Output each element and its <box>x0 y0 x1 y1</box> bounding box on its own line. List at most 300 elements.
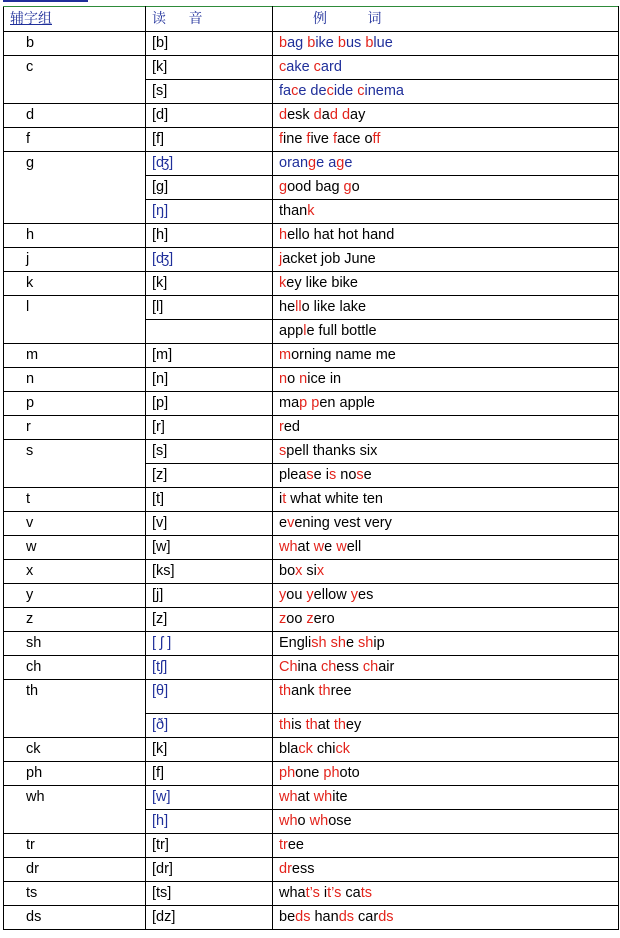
highlight-segment: ff <box>372 131 381 147</box>
highlight-segment: ph <box>323 765 340 781</box>
table-row <box>4 152 619 176</box>
highlight-segment: sh <box>358 635 374 651</box>
table-row <box>4 680 619 714</box>
consonant-letter: h <box>4 224 146 248</box>
highlight-segment: b <box>279 35 288 51</box>
table-row <box>4 656 619 680</box>
highlight-segment: s <box>279 443 287 459</box>
highlight-segment: ck <box>298 741 313 757</box>
word-segment: o <box>297 813 310 829</box>
phonetic-symbol: [k] <box>146 738 273 762</box>
phonetic-symbol: [d] <box>146 104 273 128</box>
highlight-segment: th <box>318 683 331 699</box>
word-segment: ell <box>346 539 362 555</box>
phonetic-symbol: [j] <box>146 584 273 608</box>
word-segment: ay <box>350 107 366 123</box>
phonetic-symbol: [m] <box>146 344 273 368</box>
example-words <box>273 296 619 320</box>
example-words <box>273 224 619 248</box>
table-row <box>4 762 619 786</box>
table-row <box>4 344 619 368</box>
word-segment: e <box>344 155 353 171</box>
example-words <box>273 632 619 656</box>
phonetic-symbol: [w] <box>146 536 273 560</box>
highlight-segment: wh <box>279 789 298 805</box>
consonant-letter: j <box>4 248 146 272</box>
highlight-segment: x <box>295 563 303 579</box>
word-segment: ed <box>283 419 300 435</box>
example-words <box>273 810 619 834</box>
word-segment: ite <box>332 789 348 805</box>
word-segment: bag <box>315 179 344 195</box>
highlight-segment: g <box>279 179 288 195</box>
word-segment: ess <box>336 659 363 675</box>
example-words <box>273 272 619 296</box>
highlight-segment: f <box>306 131 311 147</box>
highlight-segment: x <box>316 563 325 579</box>
table-row <box>4 248 619 272</box>
highlight-segment: y <box>350 587 358 603</box>
example-words <box>273 128 619 152</box>
word-segment: no <box>336 467 357 483</box>
word-segment: ose <box>328 813 352 829</box>
table-row <box>4 128 619 152</box>
word-segment: one <box>295 765 324 781</box>
highlight-segment: g <box>308 155 317 171</box>
table-row <box>4 32 619 56</box>
table-row <box>4 512 619 536</box>
example-words <box>273 248 619 272</box>
consonant-letter: x <box>4 560 146 584</box>
highlight-segment: d <box>341 107 351 123</box>
consonant-letter: k <box>4 272 146 296</box>
highlight-segment: g <box>336 155 345 171</box>
phonetic-symbol <box>146 320 273 344</box>
table-row <box>4 858 619 882</box>
example-words <box>273 320 619 344</box>
highlight-segment: d <box>329 107 338 123</box>
header-example: 例 词 <box>273 7 619 32</box>
word-segment: car <box>354 909 379 925</box>
word-segment: at <box>297 789 314 805</box>
word-segment: i <box>279 491 283 507</box>
phonetic-symbol: [ts] <box>146 882 273 906</box>
word-segment: oran <box>279 155 309 171</box>
highlight-segment: z <box>279 611 287 627</box>
table-row <box>4 632 619 656</box>
highlight-segment: ch <box>320 659 337 675</box>
phonetic-symbol: [k] <box>146 272 273 296</box>
example-words <box>273 680 619 714</box>
highlight-segment: Ch <box>279 659 298 675</box>
phonetic-symbol: [w] <box>146 786 273 810</box>
example-words <box>273 392 619 416</box>
word-segment: esk <box>287 107 314 123</box>
highlight-segment: b <box>337 35 346 51</box>
table-row <box>4 738 619 762</box>
phonetic-symbol: [ʤ] <box>146 248 273 272</box>
consonant-letter: s <box>4 440 146 488</box>
example-words <box>273 536 619 560</box>
highlight-segment: th <box>279 683 292 699</box>
example-words <box>273 464 619 488</box>
phonetic-symbol: [t] <box>146 488 273 512</box>
highlight-segment: k <box>279 275 287 291</box>
word-segment: e <box>324 539 337 555</box>
highlight-segment: wh <box>313 789 333 805</box>
word-segment: fa <box>279 83 292 99</box>
word-segment: ou <box>286 587 307 603</box>
table-row <box>4 560 619 584</box>
consonant-letter: w <box>4 536 146 560</box>
highlight-segment: p <box>311 395 320 411</box>
phonetic-symbol: [r] <box>146 416 273 440</box>
phonetic-symbol: [ŋ] <box>146 200 273 224</box>
word-segment: e <box>279 515 288 531</box>
highlight-segment: ch <box>362 659 379 675</box>
table-row <box>4 882 619 906</box>
highlight-segment: d <box>279 107 288 123</box>
word-segment: ood <box>287 179 316 195</box>
highlight-segment: ph <box>279 765 296 781</box>
word-segment: e full bottle <box>306 323 377 339</box>
word-segment: ank <box>291 683 319 699</box>
table-row <box>4 906 619 930</box>
word-segment: ee <box>287 837 304 853</box>
table-row <box>4 416 619 440</box>
word-segment: ma <box>279 395 300 411</box>
example-words <box>273 786 619 810</box>
word-segment: han <box>310 909 339 925</box>
highlight-segment: t <box>282 491 287 507</box>
word-segment: a <box>321 107 330 123</box>
phonetic-symbol: [dr] <box>146 858 273 882</box>
word-segment: ice in <box>307 371 342 387</box>
highlight-segment: ck <box>335 741 350 757</box>
example-words <box>273 584 619 608</box>
word-segment: air <box>378 659 395 675</box>
table-row <box>4 272 619 296</box>
example-words <box>273 80 619 104</box>
consonant-letter: l <box>4 296 146 344</box>
highlight-segment: l <box>303 323 307 339</box>
phonetic-symbol: [z] <box>146 608 273 632</box>
consonant-letter: g <box>4 152 146 224</box>
consonant-letter: f <box>4 128 146 152</box>
word-segment: ellow <box>313 587 351 603</box>
table-row <box>4 440 619 464</box>
example-words <box>273 858 619 882</box>
consonant-letter: y <box>4 584 146 608</box>
example-words <box>273 56 619 80</box>
highlight-segment: m <box>279 347 292 363</box>
example-words <box>273 488 619 512</box>
word-segment: bla <box>279 741 299 757</box>
table-row <box>4 296 619 320</box>
header-sound: 读 音 <box>146 7 273 32</box>
table-row <box>4 104 619 128</box>
word-segment: bo <box>279 563 296 579</box>
example-words <box>273 368 619 392</box>
highlight-segment: c <box>313 59 321 75</box>
word-segment: e <box>345 635 359 651</box>
word-segment: en apple <box>319 395 375 411</box>
highlight-segment: th <box>333 717 346 733</box>
highlight-segment: y <box>306 587 314 603</box>
example-words <box>273 656 619 680</box>
word-segment: plea <box>279 467 307 483</box>
word-segment: o like lake <box>301 299 367 315</box>
word-segment: e <box>363 467 372 483</box>
word-segment: acket job June <box>282 251 376 267</box>
phonetic-symbol: [h] <box>146 224 273 248</box>
word-segment: ey <box>345 717 362 733</box>
highlight-segment: f <box>333 131 338 147</box>
highlight-segment: j <box>279 251 283 267</box>
word-segment: oo <box>286 611 307 627</box>
table-row <box>4 368 619 392</box>
phonetic-symbol: [k] <box>146 56 273 80</box>
table-row <box>4 392 619 416</box>
highlight-segment: b <box>307 35 316 51</box>
word-segment: he <box>279 299 296 315</box>
word-segment: o <box>287 371 300 387</box>
word-segment: inema <box>364 83 404 99</box>
example-words <box>273 608 619 632</box>
highlight-segment: s <box>356 467 364 483</box>
phonetic-symbol: [ks] <box>146 560 273 584</box>
table-header <box>4 7 619 32</box>
highlight-segment: s <box>306 467 314 483</box>
example-words <box>273 834 619 858</box>
example-words <box>273 104 619 128</box>
phonetic-symbol: [f] <box>146 128 273 152</box>
table-row <box>4 224 619 248</box>
table-row <box>4 536 619 560</box>
word-segment: ca <box>341 885 361 901</box>
highlight-segment: c <box>357 83 365 99</box>
example-words <box>273 152 619 176</box>
word-segment: ive <box>310 131 334 147</box>
phonetic-symbol: [p] <box>146 392 273 416</box>
example-words <box>273 762 619 786</box>
highlight-segment: k <box>307 203 315 219</box>
table-row <box>4 608 619 632</box>
consonant-letter: sh <box>4 632 146 656</box>
example-words <box>273 512 619 536</box>
highlight-segment: s <box>329 467 337 483</box>
header-rule <box>3 0 88 2</box>
word-segment: ake <box>286 59 314 75</box>
highlight-segment: t’s <box>305 885 320 901</box>
highlight-segment: th <box>279 717 292 733</box>
consonant-letter: ph <box>4 762 146 786</box>
highlight-segment: r <box>279 419 284 435</box>
highlight-segment: y <box>279 587 287 603</box>
word-segment: o <box>351 179 360 195</box>
word-segment: ace o <box>337 131 373 147</box>
table-row <box>4 834 619 858</box>
table-row <box>4 786 619 810</box>
consonant-letter: b <box>4 32 146 56</box>
highlight-segment: wh <box>279 813 298 829</box>
phonetic-symbol: [h] <box>146 810 273 834</box>
word-segment: ag <box>287 35 308 51</box>
word-segment: is <box>291 717 306 733</box>
highlight-segment: ds <box>295 909 311 925</box>
consonant-letter: dr <box>4 858 146 882</box>
consonant-letter: t <box>4 488 146 512</box>
header-group: 辅字组 <box>4 7 146 32</box>
phonetic-symbol: [ ʃ ] <box>146 632 273 656</box>
word-segment: lue <box>373 35 393 51</box>
example-words <box>273 176 619 200</box>
highlight-segment: d <box>313 107 322 123</box>
word-segment: be <box>279 909 296 925</box>
consonant-letter: n <box>4 368 146 392</box>
phonetic-symbol: [l] <box>146 296 273 320</box>
highlight-segment: tr <box>279 837 288 853</box>
word-segment: oto <box>339 765 360 781</box>
phonetic-symbol: [tr] <box>146 834 273 858</box>
word-segment: chi <box>312 741 336 757</box>
highlight-segment: sh <box>330 635 346 651</box>
word-segment: ip <box>373 635 385 651</box>
word-segment: e i <box>313 467 329 483</box>
word-segment: es <box>358 587 374 603</box>
word-segment: ard <box>320 59 342 75</box>
word-segment: us <box>345 35 366 51</box>
highlight-segment: dr <box>279 861 292 877</box>
phonetic-symbol: [s] <box>146 440 273 464</box>
highlight-segment: wh <box>309 813 329 829</box>
word-segment: at <box>297 539 314 555</box>
highlight-segment: f <box>279 131 284 147</box>
word-segment: ree <box>330 683 352 699</box>
phonetic-symbol: [ʤ] <box>146 152 273 176</box>
phonetic-symbol: [θ] <box>146 680 273 714</box>
example-words <box>273 440 619 464</box>
consonant-table <box>3 6 619 930</box>
word-segment: ey like bike <box>286 275 358 291</box>
table-row <box>4 56 619 80</box>
example-words <box>273 714 619 738</box>
consonant-letter: ts <box>4 882 146 906</box>
consonant-letter: v <box>4 512 146 536</box>
consonant-letter: m <box>4 344 146 368</box>
highlight-segment: ts <box>360 885 372 901</box>
highlight-segment: n <box>299 371 308 387</box>
consonant-letter: wh <box>4 786 146 834</box>
highlight-segment: w <box>313 539 325 555</box>
phonetic-symbol: [s] <box>146 80 273 104</box>
highlight-segment: sh <box>311 635 327 651</box>
highlight-segment: c <box>279 59 287 75</box>
table-body <box>4 32 619 930</box>
word-segment: app <box>279 323 304 339</box>
highlight-segment: ll <box>295 299 302 315</box>
consonant-letter: th <box>4 680 146 738</box>
word-segment: ina <box>297 659 321 675</box>
word-segment: pell thanks six <box>286 443 378 459</box>
highlight-segment: t’s <box>327 885 342 901</box>
highlight-segment: ds <box>338 909 355 925</box>
phonetic-symbol: [z] <box>146 464 273 488</box>
word-segment: at <box>317 717 334 733</box>
word-segment: ike <box>315 35 338 51</box>
word-segment: i <box>319 885 328 901</box>
highlight-segment: c <box>291 83 299 99</box>
highlight-segment: b <box>365 35 374 51</box>
word-segment: ide <box>333 83 358 99</box>
example-words <box>273 906 619 930</box>
consonant-letter: ds <box>4 906 146 930</box>
example-words <box>273 32 619 56</box>
example-words <box>273 344 619 368</box>
highlight-segment: v <box>287 515 295 531</box>
phonetic-symbol: [b] <box>146 32 273 56</box>
highlight-segment: h <box>279 227 288 243</box>
consonant-letter: c <box>4 56 146 104</box>
highlight-segment: p <box>299 395 308 411</box>
example-words <box>273 416 619 440</box>
highlight-segment: ds <box>378 909 394 925</box>
consonant-letter: r <box>4 416 146 440</box>
highlight-segment: wh <box>279 539 298 555</box>
word-segment: ening vest very <box>294 515 392 531</box>
example-words <box>273 882 619 906</box>
highlight-segment: z <box>306 611 314 627</box>
word-segment: e de <box>298 83 327 99</box>
word-segment: e a <box>316 155 337 171</box>
word-segment: ero <box>313 611 335 627</box>
highlight-segment: n <box>279 371 288 387</box>
word-segment: what white ten <box>286 491 383 507</box>
consonant-letter: p <box>4 392 146 416</box>
consonant-letter: d <box>4 104 146 128</box>
header-row <box>4 7 619 32</box>
highlight-segment: g <box>343 179 352 195</box>
example-words <box>273 200 619 224</box>
word-segment: orning name me <box>291 347 396 363</box>
highlight-segment: w <box>336 539 347 555</box>
word-segment: Engli <box>279 635 312 651</box>
table-row <box>4 488 619 512</box>
word-segment: ine <box>283 131 307 147</box>
consonant-letter: z <box>4 608 146 632</box>
phonetic-symbol: [tʃ] <box>146 656 273 680</box>
phonetic-symbol: [n] <box>146 368 273 392</box>
consonant-letter: ck <box>4 738 146 762</box>
consonant-letter: ch <box>4 656 146 680</box>
highlight-segment: th <box>305 717 318 733</box>
phonetic-symbol: [f] <box>146 762 273 786</box>
word-segment: ello hat hot hand <box>287 227 395 243</box>
phonetic-symbol: [v] <box>146 512 273 536</box>
phonetic-symbol: [ð] <box>146 714 273 738</box>
highlight-segment: c <box>326 83 334 99</box>
consonant-letter: tr <box>4 834 146 858</box>
word-segment: si <box>302 563 317 579</box>
example-words <box>273 560 619 584</box>
phonetic-symbol: [g] <box>146 176 273 200</box>
word-segment: ess <box>291 861 315 877</box>
phonetic-symbol: [dz] <box>146 906 273 930</box>
word-segment: than <box>279 203 308 219</box>
table-row <box>4 584 619 608</box>
word-segment: wha <box>279 885 306 901</box>
example-words <box>273 738 619 762</box>
